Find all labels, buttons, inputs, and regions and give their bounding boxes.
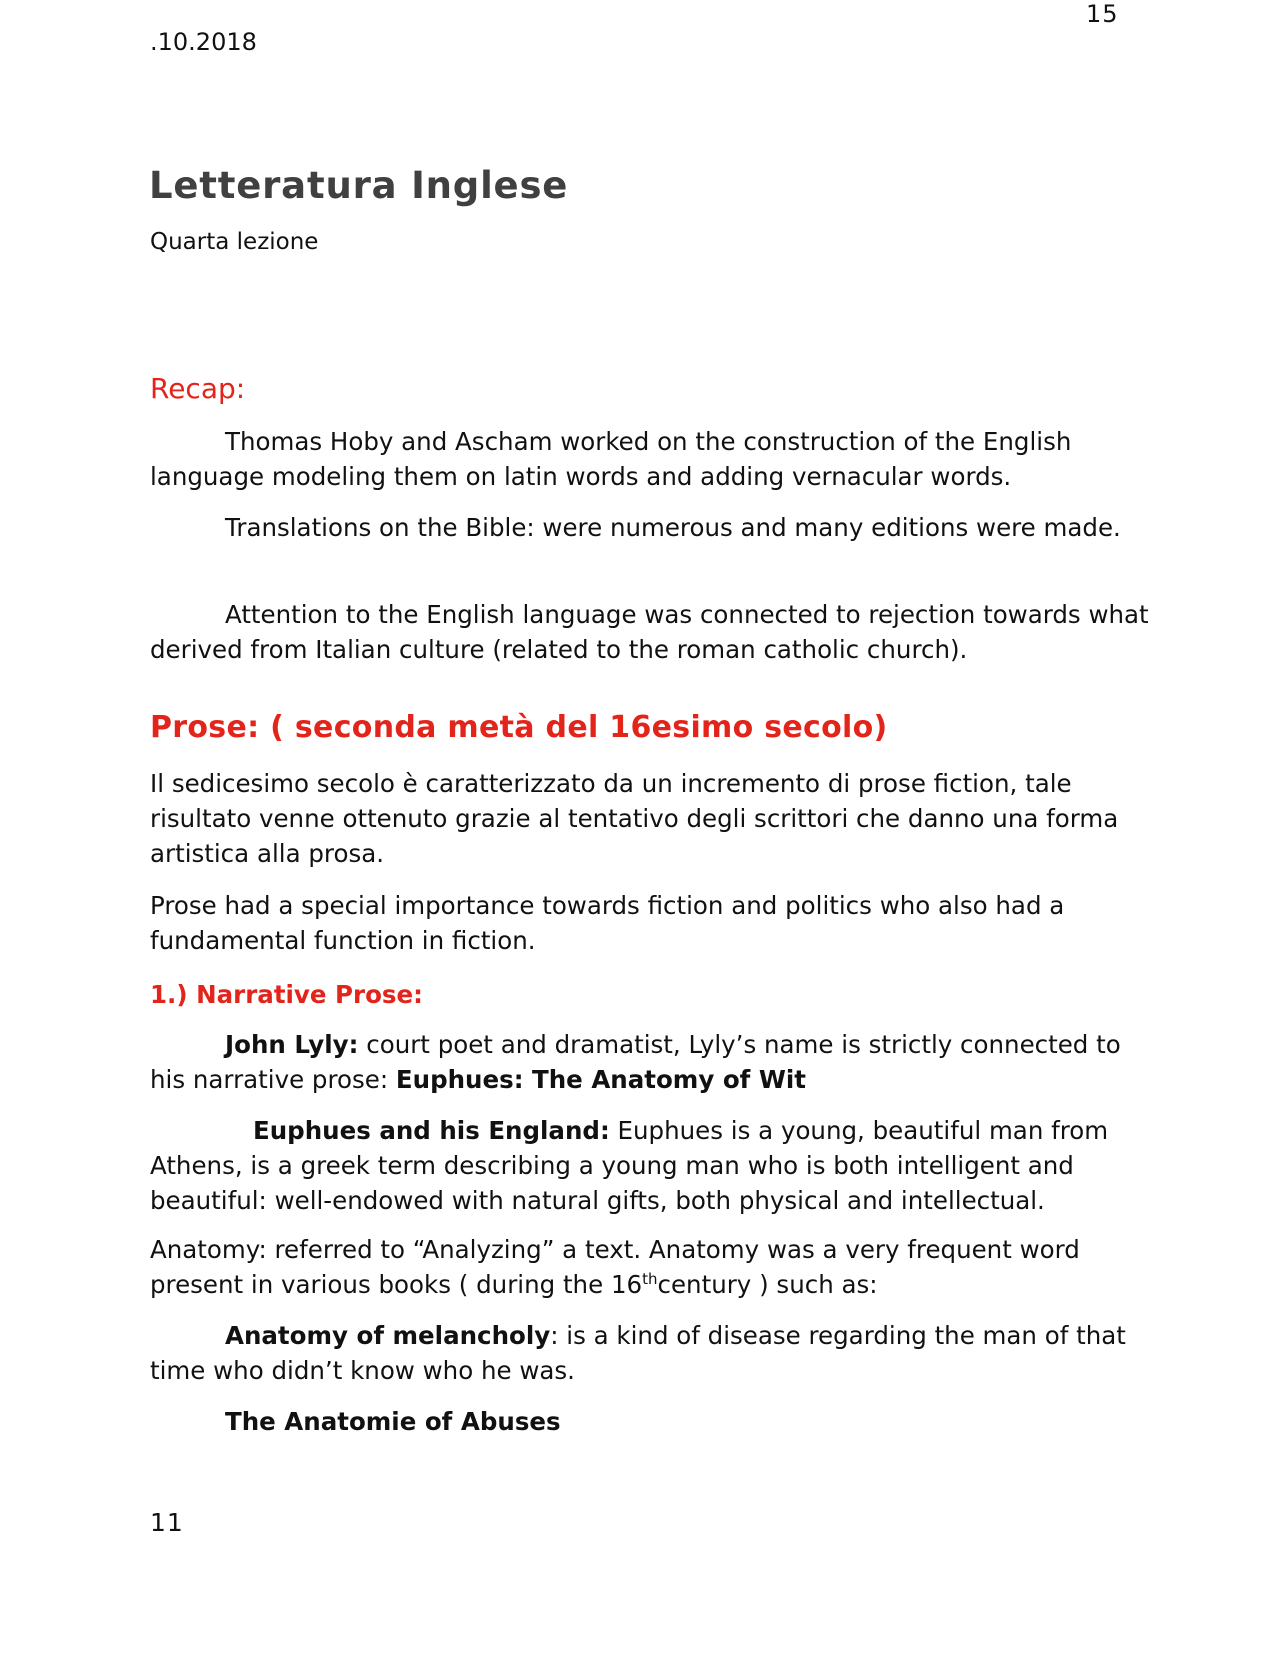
john-lyly-label: John Lyly: [225,1030,359,1059]
page-number-footer: 11 [150,1508,184,1537]
recap-paragraph-2: Translations on the Bible: were numerous and many editions were made. [225,513,1121,542]
euphues-anatomy-title: Euphues: The Anatomy of Wit [395,1065,806,1094]
page-title: Letteratura Inglese [149,164,569,207]
john-lyly-text: court poet and dramatist, Lyly’s name is strictly connected to his narrative prose: [150,1030,1121,1094]
melancholy-label: Anatomy of melancholy [225,1321,551,1350]
melancholy-text: : is a kind of disease regarding the man of that time who didn’t know who he was. [150,1321,1126,1385]
prose-paragraph-english: Prose had a special importance towards fiction and politics who also had a fundamental function in fiction. [150,891,1065,955]
euphues-england-label: Euphues and his England: [253,1116,610,1145]
prose-paragraph-italian: Il sedicesimo secolo è caratterizzato da un incremento di prose fiction, tale risultato venne ottenuto grazie al tentativo degli scrittori che danno una forma artistica alla prosa. [150,769,1119,868]
prose-heading: Prose: ( seconda metà del 16esimo secolo) [150,710,888,745]
page-subtitle: Quarta lezione [150,229,319,255]
page-number-top: 15 [1086,0,1119,28]
anatomy-paragraph [150,1232,1150,1302]
ordinal-superscript: th [642,1269,658,1288]
john-lyly-paragraph [150,1027,1150,1097]
melancholy-paragraph [150,1318,1150,1388]
narrative-prose-heading: 1.) Narrative Prose: [150,980,423,1009]
recap-paragraph-1: Thomas Hoby and Ascham worked on the construction of the English language modeling them on latin words and adding vernacular words. [150,427,1072,491]
recap-paragraph-3: Attention to the English language was connected to rejection towards what derived from Italian culture (related to the roman catholic church). [150,600,1149,664]
date: .10.2018 [150,28,257,56]
recap-heading: Recap: [150,372,246,405]
euphues-england-text: Euphues is a young, beautiful man from Athens, is a greek term describing a young man who is both intelligent and beautiful: well-endowed with natural gifts, both physical and intellectual. [150,1116,1109,1215]
euphues-england-paragraph [150,1113,1150,1218]
abuses-label: The Anatomie of Abuses [225,1407,561,1436]
anatomy-text-b: century ) such as: [657,1270,878,1299]
abuses-paragraph [150,1404,1150,1439]
anatomy-text-a: Anatomy: referred to “Analyzing” a text. Anatomy was a very frequent word present in various books ( during the 16 [150,1235,1080,1299]
